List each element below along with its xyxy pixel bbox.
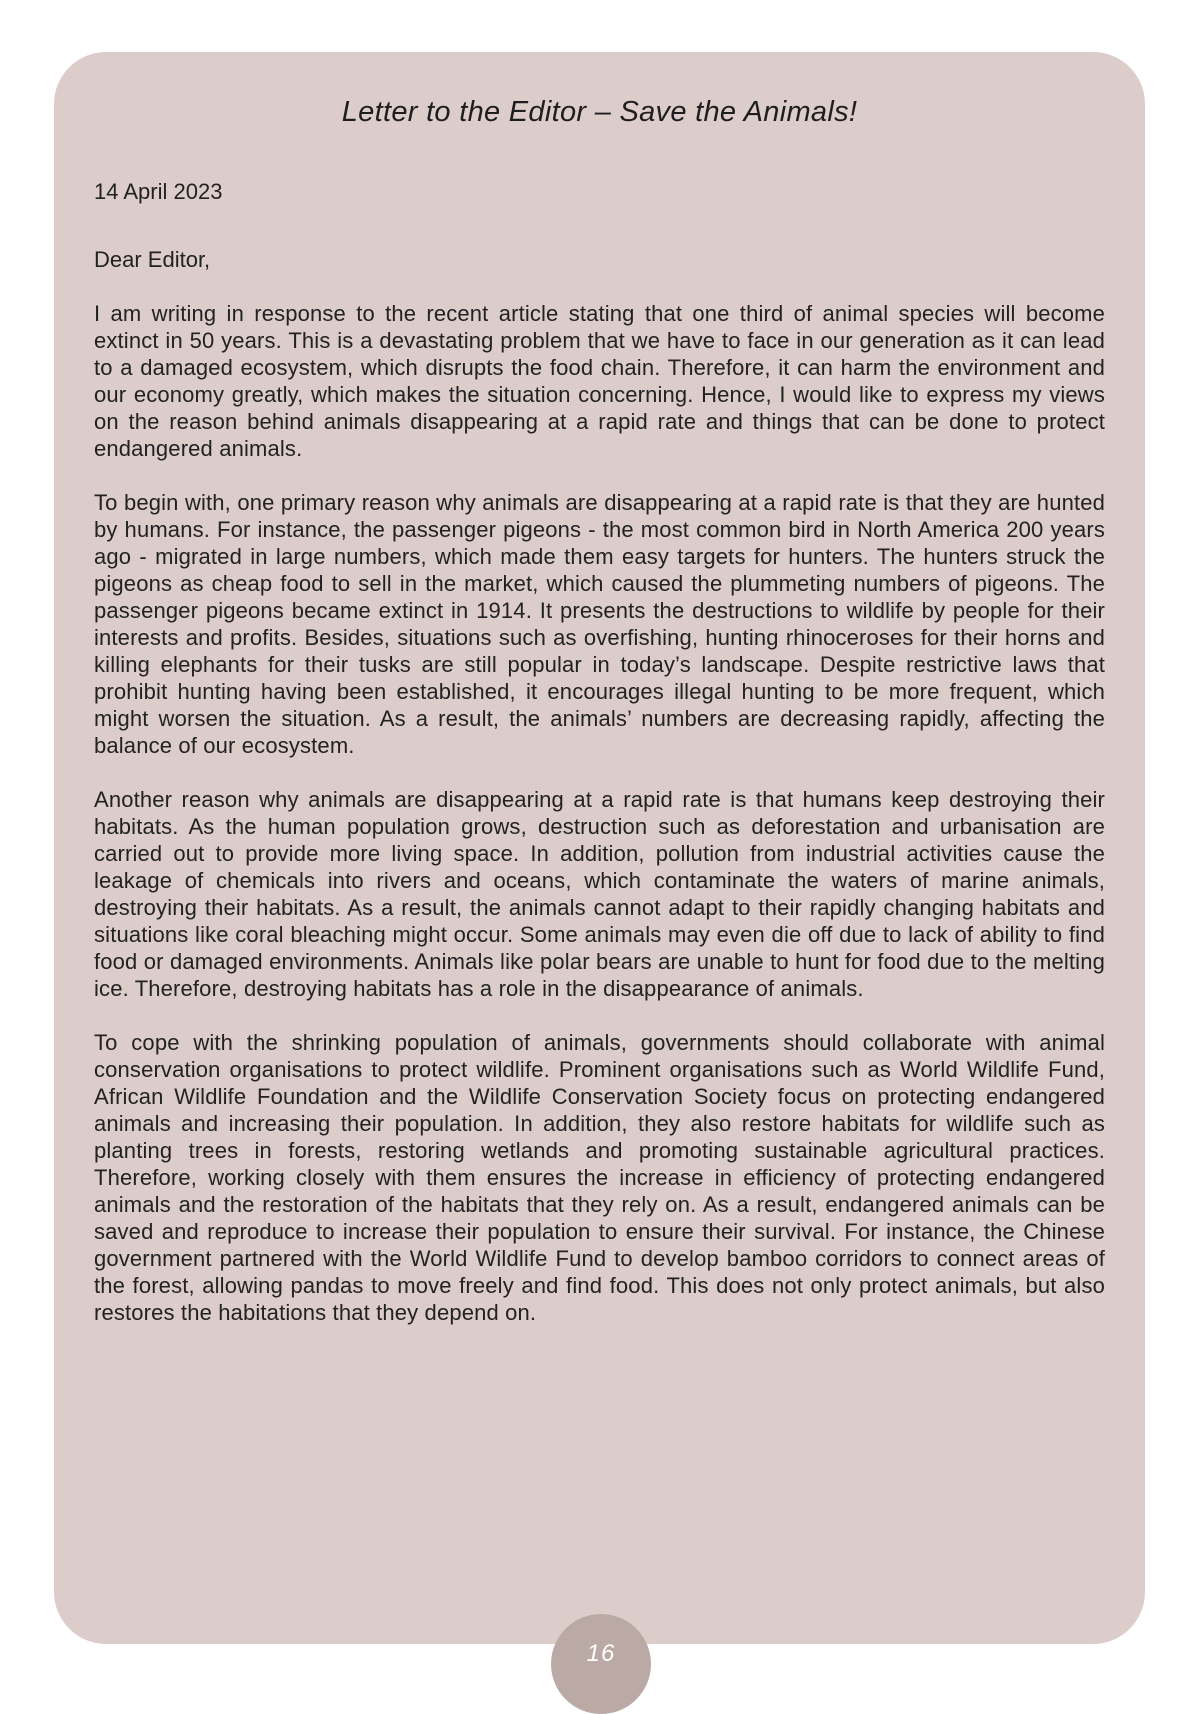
letter-panel (54, 52, 1145, 1644)
paragraph-habitats: Another reason why animals are disappearing at a rapid rate is that humans keep destroying their habitats. As the human population grows, destruction such as deforestation and urbanisation are carried out to provide more living space. In addition, pollution from industrial activities cause the leakage of chemicals into rivers and oceans, which contaminate the waters of marine animals, destroying their habitats. As a result, the animals cannot adapt to their rapidly changing habitats and situations like coral bleaching might occur. Some animals may even die off due to lack of ability to find food or damaged environments. Animals like polar bears are unable to hunt for food due to the melting ice. Therefore, destroying habitats has a role in the disappearance of animals. (94, 787, 1105, 1001)
paragraph-conservation: To cope with the shrinking population of animals, governments should collaborate with animal conservation organisations to protect wildlife. Prominent organisations such as World Wildlife Fund, African Wildlife Foundation and the Wildlife Conservation Society focus on protecting endangered animals and increasing their population. In addition, they also restore habitats for wildlife such as planting trees in forests, restoring wetlands and promoting sustainable agricultural practices. Therefore, working closely with them ensures the increase in efficiency of protecting endangered animals and the restoration of the habitats that they rely on. As a result, endangered animals can be saved and reproduce to increase their population to ensure their survival. For instance, the Chinese government partnered with the World Wildlife Fund to develop bamboo corridors to connect areas of the forest, allowing pandas to move freely and find food. This does not only protect animals, but also restores the habitations that they depend on. (94, 1030, 1105, 1325)
letter-date: 14 April 2023 (94, 179, 223, 204)
paragraph-intro: I am writing in response to the recent article stating that one third of animal species will become extinct in 50 years. This is a devastating problem that we have to face in our generation as it can lead to a damaged ecosystem, which disrupts the food chain. Therefore, it can harm the environment and our economy greatly, which makes the situation concerning. Hence, I would like to express my views on the reason behind animals disappearing at a rapid rate and things that can be done to protect endangered animals. (94, 301, 1105, 461)
page-number: 16 (586, 1640, 616, 1667)
letter-title: Letter to the Editor – Save the Animals! (341, 96, 858, 128)
letter-salutation: Dear Editor, (94, 247, 211, 272)
page-number-badge (551, 1614, 651, 1714)
paragraph-hunting: To begin with, one primary reason why animals are disappearing at a rapid rate is that they are hunted by humans. For instance, the passenger pigeons - the most common bird in North America 200 years ago - migrated in large numbers, which made them easy targets for hunters. The hunters struck the pigeons as cheap food to sell in the market, which caused the plummeting numbers of pigeons. The passenger pigeons became extinct in 1914. It presents the destructions to wildlife by people for their interests and profits. Besides, situations such as overfishing, hunting rhinoceroses for their horns and killing elephants for their tusks are still popular in today’s landscape. Despite restrictive laws that prohibit hunting having been established, it encourages illegal hunting to be more frequent, which might worsen the situation. As a result, the animals’ numbers are decreasing rapidly, affecting the balance of our ecosystem. (94, 490, 1105, 758)
